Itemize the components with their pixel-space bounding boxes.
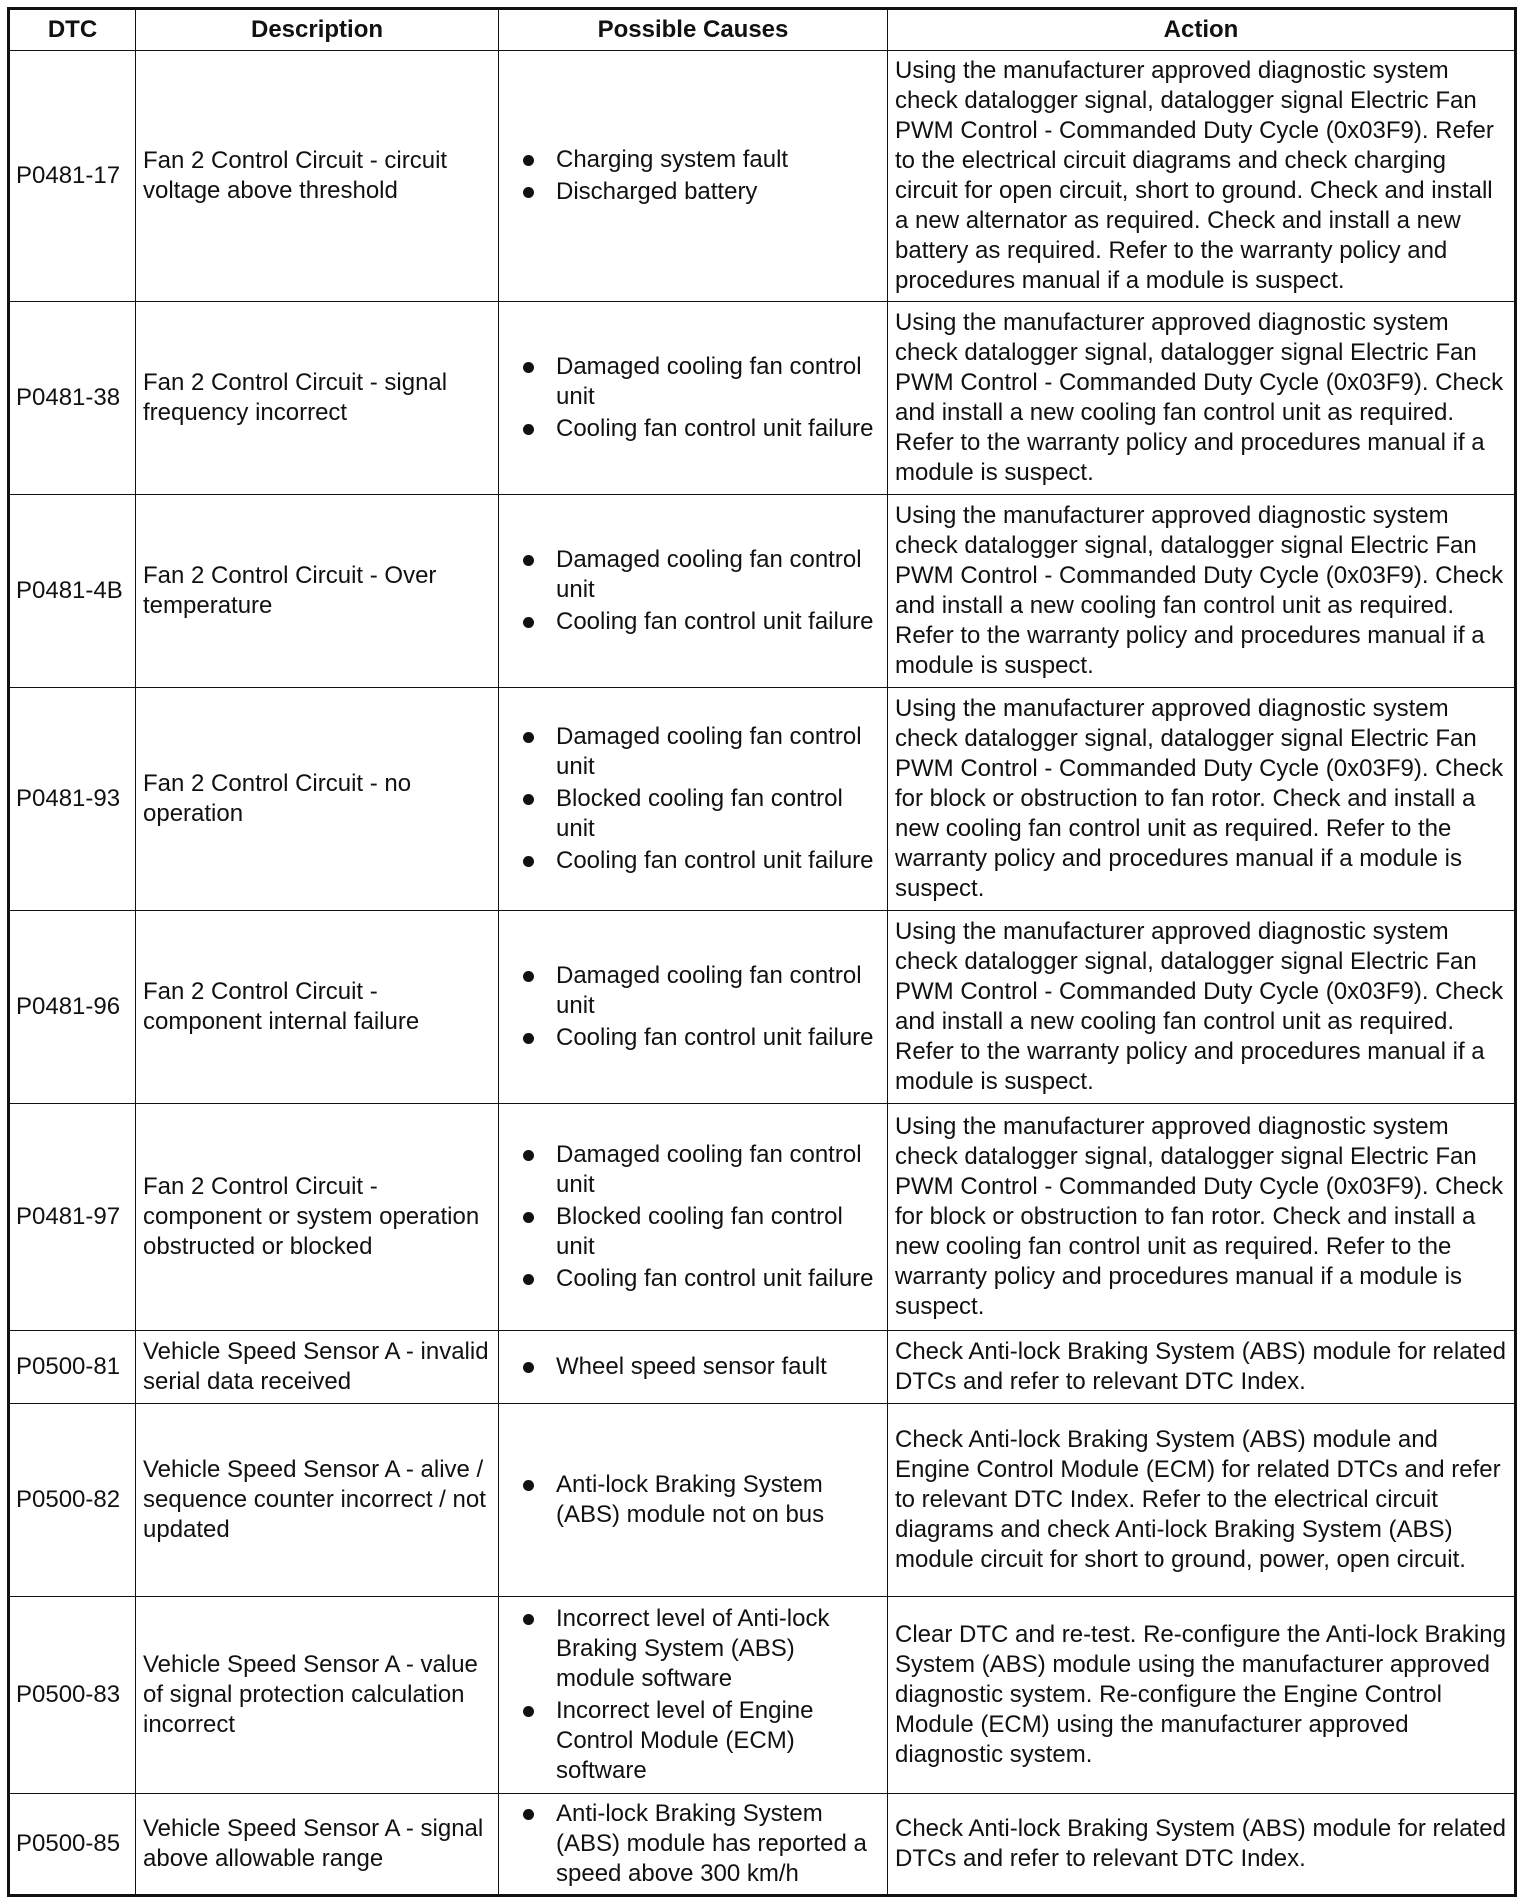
dtc-action: Check Anti-lock Braking System (ABS) module and Engine Control Module (ECM) for related DTCs and refer to relevant DTC Index. Refer to the electrical circuit diagrams and check Anti-lock Braking System (ABS) module circuit for short to ground, power, open circuit.: [888, 1404, 1516, 1597]
cause-item: Discharged battery: [506, 177, 880, 207]
cause-item: Cooling fan control unit failure: [506, 846, 880, 876]
table-row: [9, 1597, 1516, 1794]
cause-item: Blocked cooling fan control unit: [506, 784, 880, 844]
dtc-description: Fan 2 Control Circuit - component internal failure: [136, 911, 499, 1104]
dtc-description: Vehicle Speed Sensor A - invalid serial data received: [136, 1331, 499, 1404]
dtc-action: Using the manufacturer approved diagnostic system check datalogger signal, datalogger signal Electric Fan PWM Control - Commanded Duty Cycle (0x03F9). Check for block or obstruction to fan rotor. Check and install a new cooling fan control unit as required. Refer to the warranty policy and procedures manual if a module is suspect.: [888, 1104, 1516, 1331]
dtc-action: Using the manufacturer approved diagnostic system check datalogger signal, datalogger signal Electric Fan PWM Control - Commanded Duty Cycle (0x03F9). Check for block or obstruction to fan rotor. Check and install a new cooling fan control unit as required. Refer to the warranty policy and procedures manual if a module is suspect.: [888, 688, 1516, 911]
possible-causes: [499, 1331, 888, 1404]
dtc-action: Check Anti-lock Braking System (ABS) module for related DTCs and refer to relevant DTC Index.: [888, 1331, 1516, 1404]
dtc-action: Using the manufacturer approved diagnostic system check datalogger signal, datalogger signal Electric Fan PWM Control - Commanded Duty Cycle (0x03F9). Check and install a new cooling fan control unit as required. Refer to the warranty policy and procedures manual if a module is suspect.: [888, 911, 1516, 1104]
cause-item: Incorrect level of Anti-lock Braking System (ABS) module software: [506, 1604, 880, 1694]
table-row: [9, 495, 1516, 688]
cause-item: Incorrect level of Engine Control Module (ECM) software: [506, 1696, 880, 1786]
dtc-code: P0481-17: [9, 51, 136, 302]
header-possible-causes: Possible Causes: [499, 9, 888, 51]
dtc-description: Vehicle Speed Sensor A - signal above allowable range: [136, 1794, 499, 1896]
table-row: [9, 911, 1516, 1104]
dtc-description: Fan 2 Control Circuit - circuit voltage above threshold: [136, 51, 499, 302]
possible-causes: [499, 1597, 888, 1794]
table-header-row: [9, 9, 1516, 51]
dtc-description: Fan 2 Control Circuit - signal frequency incorrect: [136, 302, 499, 495]
dtc-description: Fan 2 Control Circuit - no operation: [136, 688, 499, 911]
dtc-code: P0481-93: [9, 688, 136, 911]
cause-item: Wheel speed sensor fault: [506, 1352, 880, 1382]
dtc-description: Vehicle Speed Sensor A - value of signal protection calculation incorrect: [136, 1597, 499, 1794]
table-row: [9, 1404, 1516, 1597]
table-row: [9, 1794, 1516, 1896]
cause-item: Damaged cooling fan control unit: [506, 545, 880, 605]
header-action: Action: [888, 9, 1516, 51]
dtc-description: Fan 2 Control Circuit - component or system operation obstructed or blocked: [136, 1104, 499, 1331]
cause-item: Anti-lock Braking System (ABS) module has reported a speed above 300 km/h: [506, 1799, 880, 1889]
dtc-code: P0500-82: [9, 1404, 136, 1597]
table-row: [9, 688, 1516, 911]
dtc-table: [7, 7, 1517, 1897]
dtc-code: P0481-4B: [9, 495, 136, 688]
dtc-action: Clear DTC and re-test. Re-configure the Anti-lock Braking System (ABS) module using the manufacturer approved diagnostic system. Re-configure the Engine Control Module (ECM) using the manufacturer approved diagnostic system.: [888, 1597, 1516, 1794]
cause-item: Damaged cooling fan control unit: [506, 961, 880, 1021]
dtc-code: P0500-85: [9, 1794, 136, 1896]
dtc-action: Using the manufacturer approved diagnostic system check datalogger signal, datalogger signal Electric Fan PWM Control - Commanded Duty Cycle (0x03F9). Check and install a new cooling fan control unit as required. Refer to the warranty policy and procedures manual if a module is suspect.: [888, 302, 1516, 495]
cause-item: Damaged cooling fan control unit: [506, 722, 880, 782]
cause-item: Cooling fan control unit failure: [506, 414, 880, 444]
cause-item: Anti-lock Braking System (ABS) module not on bus: [506, 1470, 880, 1530]
dtc-code: P0500-81: [9, 1331, 136, 1404]
possible-causes: [499, 302, 888, 495]
possible-causes: [499, 1104, 888, 1331]
dtc-description: Fan 2 Control Circuit - Over temperature: [136, 495, 499, 688]
cause-item: Damaged cooling fan control unit: [506, 1140, 880, 1200]
possible-causes: [499, 911, 888, 1104]
possible-causes: [499, 1404, 888, 1597]
header-description: Description: [136, 9, 499, 51]
dtc-action: Using the manufacturer approved diagnostic system check datalogger signal, datalogger signal Electric Fan PWM Control - Commanded Duty Cycle (0x03F9). Refer to the electrical circuit diagrams and check charging circuit for open circuit, short to ground. Check and install a new alternator as required. Check and install a new battery as required. Refer to the warranty policy and procedures manual if a module is suspect.: [888, 51, 1516, 302]
dtc-action: Check Anti-lock Braking System (ABS) module for related DTCs and refer to relevant DTC Index.: [888, 1794, 1516, 1896]
possible-causes: [499, 495, 888, 688]
cause-item: Charging system fault: [506, 145, 880, 175]
dtc-code: P0500-83: [9, 1597, 136, 1794]
dtc-code: P0481-97: [9, 1104, 136, 1331]
cause-item: Damaged cooling fan control unit: [506, 352, 880, 412]
possible-causes: [499, 51, 888, 302]
cause-item: Cooling fan control unit failure: [506, 607, 880, 637]
dtc-action: Using the manufacturer approved diagnostic system check datalogger signal, datalogger signal Electric Fan PWM Control - Commanded Duty Cycle (0x03F9). Check and install a new cooling fan control unit as required. Refer to the warranty policy and procedures manual if a module is suspect.: [888, 495, 1516, 688]
table-row: [9, 302, 1516, 495]
dtc-description: Vehicle Speed Sensor A - alive / sequence counter incorrect / not updated: [136, 1404, 499, 1597]
table-row: [9, 1331, 1516, 1404]
dtc-code: P0481-96: [9, 911, 136, 1104]
possible-causes: [499, 1794, 888, 1896]
table-row: [9, 1104, 1516, 1331]
header-dtc: DTC: [9, 9, 136, 51]
cause-item: Cooling fan control unit failure: [506, 1264, 880, 1294]
cause-item: Cooling fan control unit failure: [506, 1023, 880, 1053]
dtc-code: P0481-38: [9, 302, 136, 495]
table-row: [9, 51, 1516, 302]
cause-item: Blocked cooling fan control unit: [506, 1202, 880, 1262]
possible-causes: [499, 688, 888, 911]
